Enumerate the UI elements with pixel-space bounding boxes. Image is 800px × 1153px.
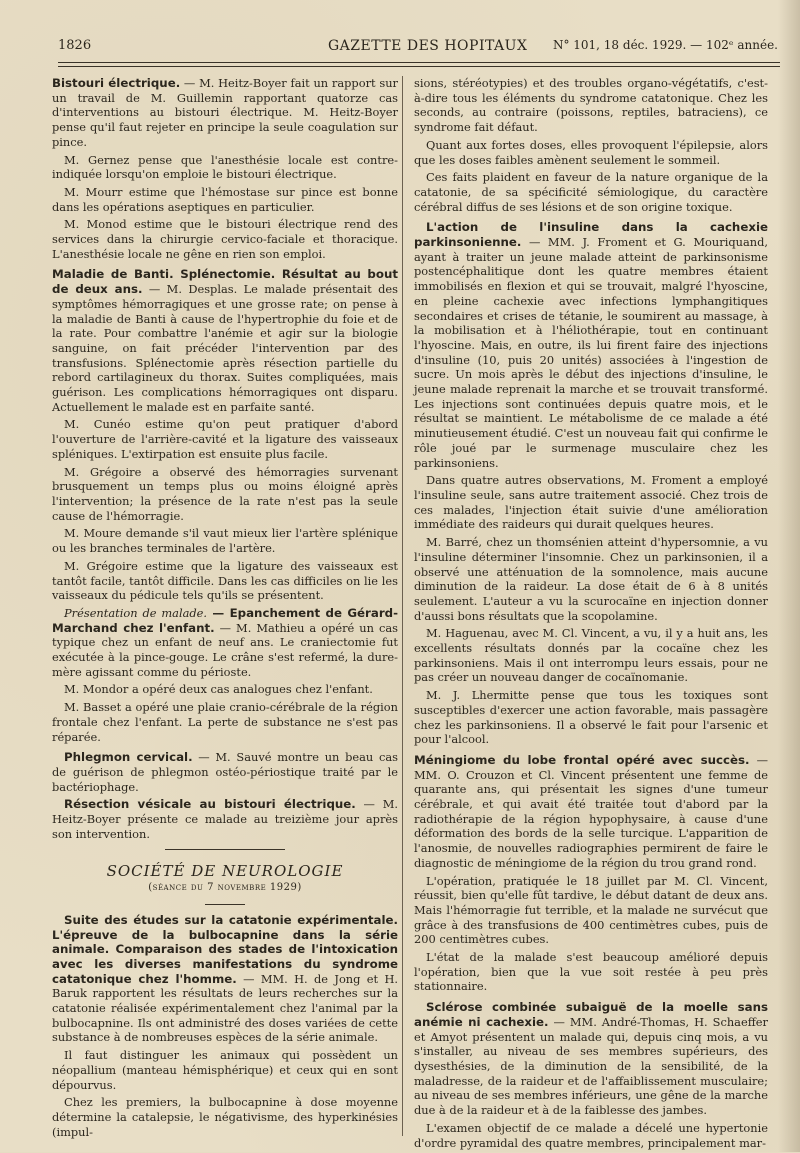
paragraph: Chez les premiers, la bulbocapnine à dose moyenne détermine la catalepsie, le négativisme, des hyperkinésies (impul- [52,1095,398,1139]
paragraph: Dans quatre autres observations, M. Froment a employé l'insuline seule, sans autre traitement associé. Chez trois de ces malades, l'injection était suivie d'une amélioration immédiate des raideurs qui durait quelques heures. [414,473,768,532]
paragraph: M. Mondor a opéré deux cas analogues chez l'enfant. [64,682,373,697]
section-rule-short [205,904,245,905]
paragraph: L'examen objectif de ce malade a décelé une hypertonie d'ordre pyramidal des quatre membres, principalement mar- [414,1120,768,1150]
journal-title: GAZETTE DES HOPITAUX [328,38,528,54]
paragraph-text: — M. Heitz-Boyer fait un rapport sur un travail de M. Guillemin rapportant quatorze cas d'interventions au bistouri électrique. M. Heitz-Boyer pense qu'il faut rejeter en principe la seule coagulation sur pince. [52,76,398,149]
section-heading: L'action de l'insuline dans la cachexie parkinsonienne. [414,220,768,250]
paragraph: M. Basset a opéré une plaie cranio-cérébrale de la région frontale chez l'enfant. La perte de substance ne s'est pas réparée. [52,700,398,744]
paragraph [414,1000,768,1118]
paragraph [52,606,398,680]
paragraph-text: — M. Desplas. Le malade présentait des symptômes hémorragiques et une grosse rate; on pense à la maladie de Banti à cause de l'hypertrophie du foie et de la rate. Pour combattre l'anémie et agir sur la biologie sanguine, on fait précéder l'intervention par des transfusions. Splénectomie après résection partielle du rebord cartilagineux du thorax. Suites compliquées, mais guérison. Les complications hémorragiques ont disparu. Actuellement le malade est en parfaite santé. [52,282,398,414]
paragraph [52,797,398,841]
paragraph: M. Grégoire a observé des hémorragies survenant brusquement un temps plus ou moins éloigné après l'intervention; la présence de la rate n'est pas la seule cause de l'hémorragie. [52,464,398,523]
paragraph: M. Gernez pense que l'anesthésie locale est contre-indiquée lorsqu'on emploie le bistouri électrique. [52,152,398,182]
page-header [58,38,778,60]
paragraph: Quant aux fortes doses, elles provoquent l'épilepsie, alors que les doses faibles amènent seulement le sommeil. [414,137,768,167]
paragraph: M. Monod estime que le bistouri électrique rend des services dans la chirurgie cervico-faciale et thoracique. L'anesthésie locale ne gêne en rien son emploi. [52,217,398,261]
paragraph: L'opération, pratiquée le 18 juillet par M. Cl. Vincent, réussit, bien qu'elle fût tardive, le début datant de deux ans. Mais l'hémorragie fut terrible, et la malade ne survécut que grâce à des transfusions de 400 centimètres cubes, puis de 200 centimètres cubes. [414,873,768,947]
paragraph [52,750,398,794]
paragraph: M. Moure demande s'il vaut mieux lier l'artère splénique ou les branches terminales de l'artère. [52,526,398,556]
section-heading: Bistouri électrique. [52,76,181,90]
paragraph-text: — MM. André-Thomas, H. Schaeffer et Amyot présentent un malade qui, depuis cinq mois, a vu s'installer, au niveau de ses membres supérieurs, des dysesthésies, de la diminution de la sensibilité, de la maladresse, de la raideur et de l'affaiblissement musculaire; au niveau de ses membres inférieurs, une gêne de la marche due à de la raideur et à de la faiblesse des jambes. [414,1014,768,1118]
column-divider [402,76,403,1136]
society-title: SOCIÉTÉ DE NEUROLOGIE [106,862,344,881]
paragraph-text: — M. Mathieu a opéré un cas typique chez un enfant de neuf ans. Le craniectomie fut exécutée à la pince-gouge. Le crâne s'est refermé, la dure-mère agissant comme du périoste. [52,620,398,679]
paragraph: Ces faits plaident en faveur de la nature organique de la catatonie, de sa spécificité sémiologique, du caractère cérébral diffus de ses lésions et de son origine toxique. [414,170,768,214]
paragraph-text: — MM. O. Crouzon et Cl. Vincent présentent une femme de quarante ans, qui présentait les signes d'une tumeur cérébrale, et qui avait été traitée tout d'abord par la radiothérapie de la région hypophysaire, à cause d'une déformation des bords de la selle turcique. L'apparition de l'anosmie, de nouvelles radiographies permirent de faire le diagnostic de méningiome de la région du trou grand rond. [414,752,768,870]
paragraph: L'état de la malade s'est beaucoup amélioré depuis l'opération, bien que la vue soit restée à peu près stationnaire. [414,950,768,994]
paragraph: M. Haguenau, avec M. Cl. Vincent, a vu, il y a huit ans, les excellents résultats donnés par la cocaïne chez les parkinsoniens. Mais il ont interrompu leurs essais, pour ne pas créer un nouveau danger de cocaïnomanie. [414,626,768,685]
page-number: 1826 [58,38,92,53]
paragraph: M. Mourr estime que l'hémostase sur pince est bonne dans les opérations aseptiques en particulier. [52,184,398,214]
left-column [52,76,398,1142]
section-heading: Suite des études sur la catatonie expérimentale. L'épreuve de la bulbocapnine dans la série animale. Comparaison des stades de l'intoxication avec les diverses manifestations du syndrome catatonique chez l'homme. [52,912,398,986]
issue-info: N° 101, 18 déc. 1929. — 102ᵉ année. [552,38,778,52]
paragraph [52,913,398,1045]
italic-label: Présentation de malade. [64,605,208,620]
paragraph: M. Grégoire estime que la ligature des vaisseaux est tantôt facile, tantôt difficile. Dans les cas difficiles on lie les vaisseaux du pédicule tels qu'ils se présentent. [52,558,398,603]
paragraph-text: — M. Sauvé montre un beau cas de guérison de phlegmon ostéo-périostique traité par le bactériophage. [52,750,398,794]
paragraph: M. Cunéo estime qu'on peut pratiquer d'abord l'ouverture de l'arrière-cavité et la ligature des vaisseaux spléniques. L'extirpation est ensuite plus facile. [52,417,398,461]
paragraph [52,76,398,150]
section-heading: Phlegmon cervical. [64,750,193,765]
paragraph-text: — MM. J. Froment et G. Mouriquand, ayant à traiter un jeune malade atteint de parkinsonisme postencéphalitique dont les quatre membres étaient immobilisés en flexion et qui se trouvait, malgré l'hyoscine, en pleine cachexie avec infections lymphangitiques secondaires et crises de tétanie, le soumirent au massage, à la mobilisation et à l'héliothérapie, tout en continuant l'hyoscine. Mais, en outre, ils lui firent faire des injections d'insuline (10, puis 20 unités) associées à l'ingestion de sucre. Un mois après le début des injections d'insuline, le jeune malade reprenait la marche et se trouvait transformé. Les injections sont continuées depuis quatre mois, et le résultat se maintient. Le métabolisme de ce malade a été minutieusement étudié. C'est un nouveau fait qui confirme le rôle joué par le surmenage musculaire chez les parkinsoniens. [414,235,768,470]
paragraph [414,753,768,871]
header-rule [58,62,780,63]
paragraph-text: — MM. H. de Jong et H. Baruk rapportent les résultats de leurs recherches sur la catatonie réalisée expérimentalement chez l'animal par la bulbocapnine. Ils ont administré des doses variées de cette substance à de nombreuses espèces de la série animale. [52,971,398,1045]
paragraph-text: — M. Heitz-Boyer présente ce malade au treizième jour après son intervention. [52,797,398,841]
society-date: (séance du 7 novembre 1929) [148,882,302,894]
paragraph: M. J. Lhermitte pense que tous les toxiques sont susceptibles d'exercer une action favorable, mais passagère chez les parkinsoniens. Il a observé le fait pour l'arsenic et pour l'alcool. [414,688,768,747]
paragraph: Il faut distinguer les animaux qui possèdent un néopallium (manteau hémisphérique) et ceux qui en sont dépourvus. [52,1048,398,1092]
paragraph [52,267,398,414]
page-edge-shadow [778,0,800,1152]
paragraph [414,220,768,470]
section-heading: Méningiome du lobe frontal opéré avec succès. [414,752,750,767]
section-rule [165,849,285,850]
paragraph: sions, stéréotypies) et des troubles organo-végétatifs, c'est-à-dire tous les éléments du syndrome catatonique. Chez les seconds, au contraire (poissons, reptiles, batraciens), ce syndrome fait défaut. [414,76,768,135]
section-heading: Sclérose combinée subaiguë de la moelle sans anémie ni cachexie. [414,1000,768,1029]
paragraph: M. Barré, chez un thomsénien atteint d'hypersomnie, a vu l'insuline déterminer l'insomnie. Chez un parkinsonien, il a observé une atténuation de la somnolence, mais aucune diminution de la raideur. La dose était de 6 à 8 unités seulement. L'auteur a vu la scurocaïne en injection donner d'aussi bons résultats que la scopolamine. [414,535,768,623]
section-heading: — Epanchement de Gérard-Marchand chez l'enfant. [52,605,398,635]
header-rule-2 [58,66,780,67]
section-heading: Maladie de Banti. Splénectomie. Résultat au bout de deux ans. [52,267,398,297]
section-heading: Résection vésicale au bistouri électrique. [64,797,356,812]
right-column [414,76,768,1153]
